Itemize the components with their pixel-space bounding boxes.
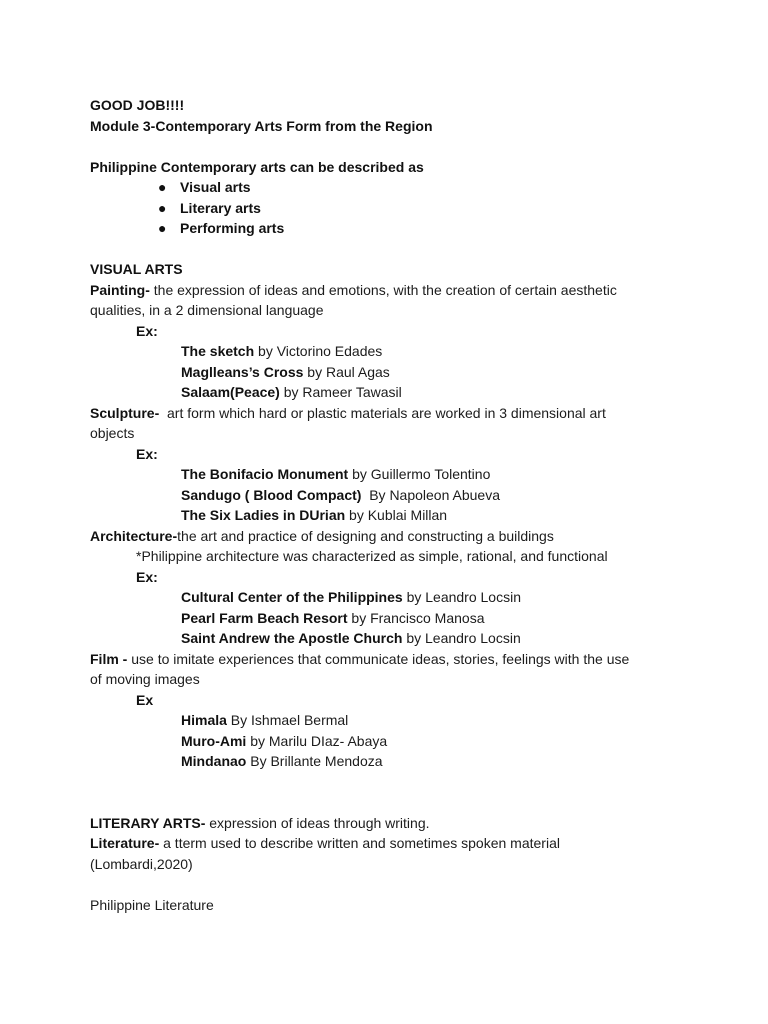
bullet-icon: ● xyxy=(158,199,167,216)
painting-definition-cont: qualities, in a 2 dimensional language xyxy=(90,302,324,318)
film-definition: Film - use to imitate experiences that communicate ideas, stories, feelings with the use xyxy=(90,650,630,667)
example-item: The Bonifacio Monument by Guillermo Tolentino xyxy=(181,466,491,482)
spacer xyxy=(90,239,690,260)
sculpture-definition: Sculpture- art form which hard or plastic materials are worked in 3 dimensional art xyxy=(90,404,606,421)
example-item: Maglleans’s Cross by Raul Agas xyxy=(181,363,390,380)
bullet-icon: ● xyxy=(158,179,167,195)
literature-citation: (Lombardi,2020) xyxy=(90,855,193,872)
literature-term: Literature- xyxy=(90,835,160,851)
painting-definition: Painting- the expression of ideas and emotions, with the creation of certain aesthetic xyxy=(90,281,617,298)
architecture-ex-label: Ex: xyxy=(136,568,158,585)
sculpture-term: Sculpture- xyxy=(90,404,160,421)
example-item: Saint Andrew the Apostle Church by Leandro Locsin xyxy=(181,630,521,646)
bullet-icon: ● xyxy=(158,220,167,236)
architecture-note: *Philippine architecture was characterized as simple, rational, and functional xyxy=(136,548,608,564)
good-job-text: GOOD JOB!!!! xyxy=(90,97,185,113)
example-item: Mindanao By Brillante Mendoza xyxy=(181,753,383,769)
sculpture-ex-label: Ex: xyxy=(136,445,158,462)
film-term: Film - xyxy=(90,650,128,667)
architecture-definition: Architecture-the art and practice of designing and constructing a buildings xyxy=(90,527,554,544)
example-item: The Six Ladies in DUrian by Kublai Millan xyxy=(181,507,448,523)
bullet-item-literary-arts: ● Literary arts xyxy=(90,198,690,219)
example-item: Himala By Ishmael Bermal xyxy=(181,712,349,728)
spacer xyxy=(90,772,690,793)
painting-term: Painting- xyxy=(90,281,150,298)
intro-heading: Philippine Contemporary arts can be described as xyxy=(90,158,424,175)
sculpture-definition-cont: objects xyxy=(90,425,135,441)
visual-arts-heading: VISUAL ARTS xyxy=(90,261,183,277)
spacer xyxy=(90,792,690,813)
bullet-item-visual-arts: ● Visual arts xyxy=(90,177,690,198)
example-item: Cultural Center of the Philippines by Leandro Locsin xyxy=(181,589,521,605)
example-item: Salaam(Peace) by Rameer Tawasil xyxy=(181,384,402,400)
literary-arts-heading: LITERARY ARTS- xyxy=(90,814,206,831)
spacer xyxy=(90,874,690,895)
literary-arts-line: LITERARY ARTS- expression of ideas through writing. xyxy=(90,814,430,831)
example-item: Muro-Ami by Marilu DIaz- Abaya xyxy=(181,732,388,749)
spacer xyxy=(90,136,690,157)
example-item: Pearl Farm Beach Resort by Francisco Manosa xyxy=(181,609,485,626)
painting-ex-label: Ex: xyxy=(136,322,158,339)
example-item: Sandugo ( Blood Compact) By Napoleon Abueva xyxy=(181,486,500,503)
module-title: Module 3-Contemporary Arts Form from the Region xyxy=(90,117,433,134)
philippine-literature-label: Philippine Literature xyxy=(90,896,214,913)
architecture-term: Architecture- xyxy=(90,527,178,544)
film-definition-cont: of moving images xyxy=(90,671,200,687)
document-page xyxy=(90,95,690,915)
bullet-item-performing-arts: ● Performing arts xyxy=(90,218,690,239)
film-ex-label: Ex xyxy=(136,691,154,708)
example-item: The sketch by Victorino Edades xyxy=(181,343,383,359)
literature-definition: Literature- a tterm used to describe written and sometimes spoken material xyxy=(90,835,560,851)
